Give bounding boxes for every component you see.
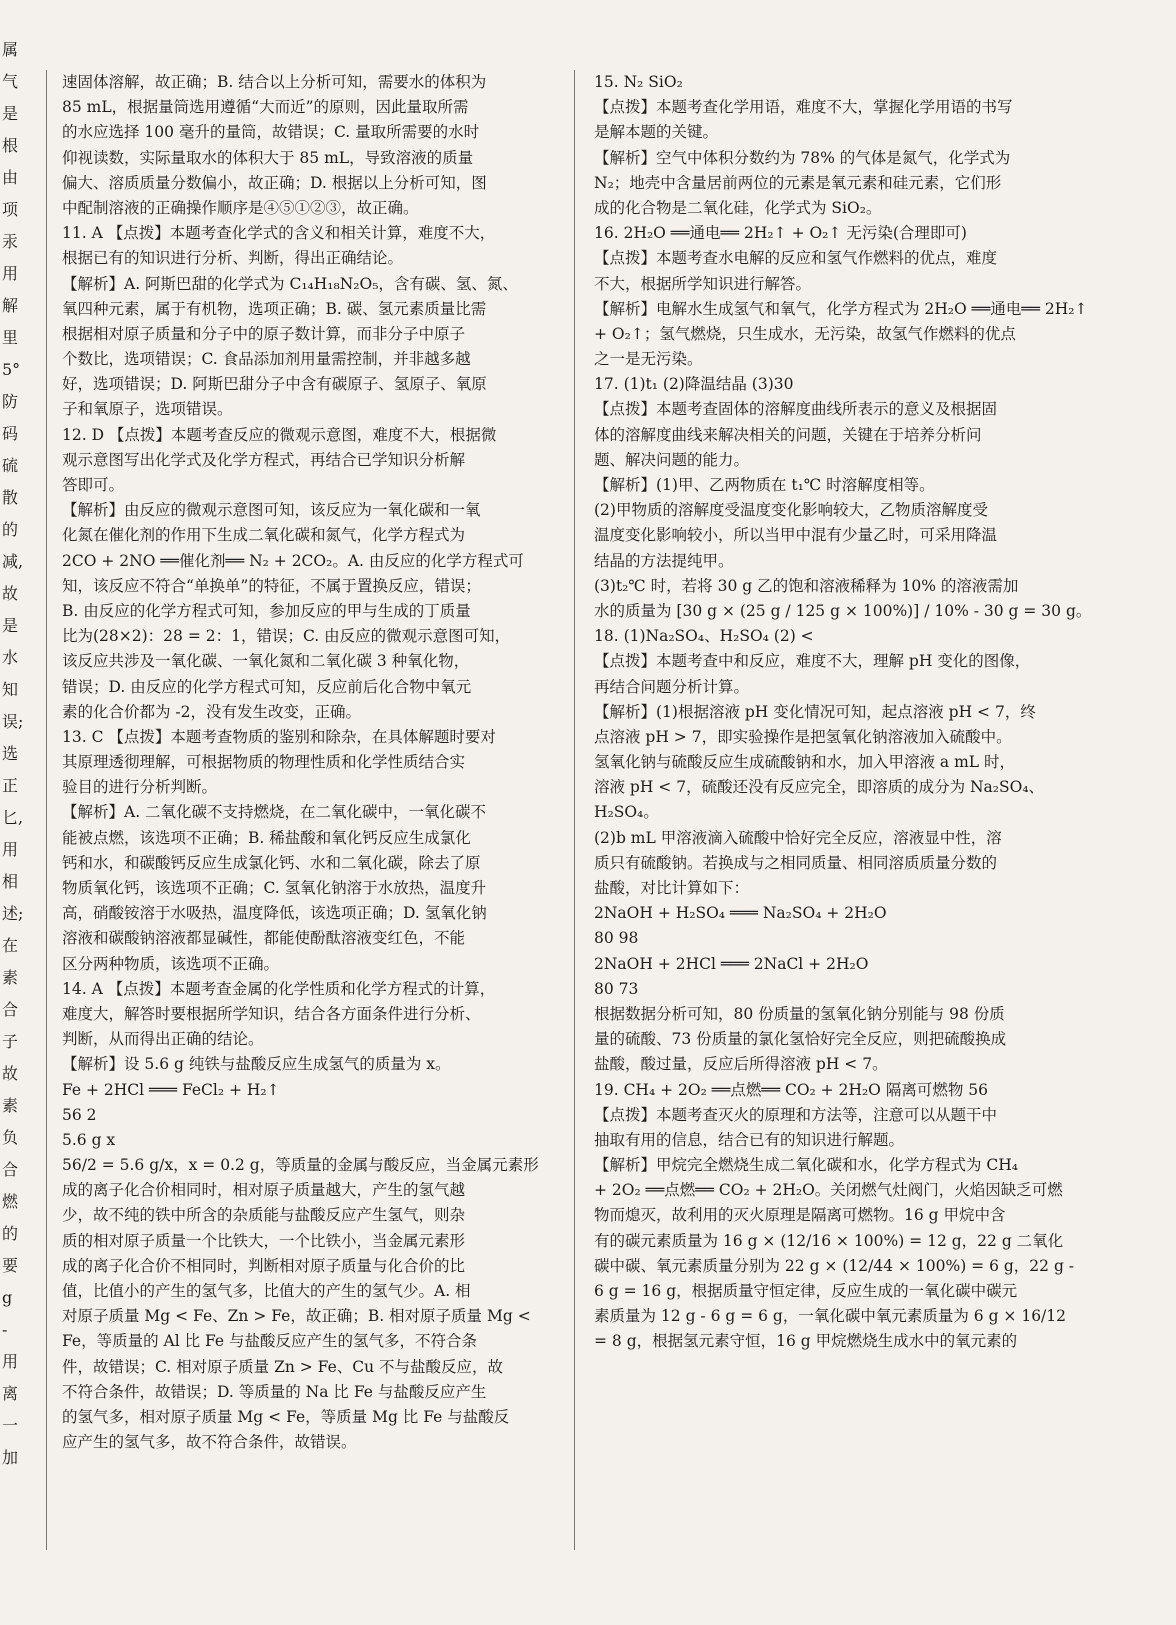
margin-fragment: 加 [2, 1448, 19, 1467]
text-line: B. 由反应的化学方程式可知，参加反应的甲与生成的丁质量 [62, 601, 471, 620]
margin-fragment: - [2, 1320, 8, 1339]
text-line: 根据相对原子质量和分子中的原子数计算，而非分子中原子 [62, 324, 466, 343]
text-line: H₂SO₄。 [594, 803, 659, 822]
right-column [594, 70, 1159, 1355]
text-line: 【点拨】本题考查水电解的反应和氢气作燃料的优点，难度 [594, 249, 998, 268]
text-line: 温度变化影响较小，所以当甲中混有少量乙时，可采用降温 [594, 526, 998, 545]
margin-fragment: 码 [2, 424, 19, 443]
margin-fragment: 误; [2, 712, 24, 731]
text-line: 值，比值小的产生的氢气多，比值大的产生的氢气少。A. 相 [62, 1282, 471, 1300]
text-line: 成的化合物是二氧化硅，化学式为 SiO₂。 [594, 198, 882, 217]
margin-fragment: 水 [2, 648, 19, 667]
margin-fragment: 硫 [2, 456, 19, 475]
left-column [62, 70, 562, 1455]
margin-fragment: 气 [2, 72, 19, 91]
text-line: 错误；D. 由反应的化学方程式可知，反应前后化合物中氧元 [62, 677, 472, 696]
text-line: (2)甲物质的溶解度受温度变化影响较大，乙物质溶解度受 [594, 501, 988, 520]
text-line: 子和氧原子，选项错误。 [62, 400, 233, 419]
margin-fragment: 里 [2, 328, 19, 347]
text-line: 根据数据分析可知，80 份质量的氢氧化钠分别能与 98 份质 [594, 1004, 1005, 1023]
margin-fragment: 负 [2, 1128, 19, 1147]
margin-fragment: 素 [2, 1096, 19, 1115]
text-line: 化氮在催化剂的作用下生成二氧化碳和氮气，化学方程式为 [62, 526, 466, 545]
text-line: 成的离子化合价不相同时，判断相对原子质量与化合价的比 [62, 1256, 466, 1275]
text-line: 量的硫酸、73 份质量的氯化氢恰好完全反应，则把硫酸换成 [594, 1030, 1007, 1049]
text-line: 【解析】A. 阿斯巴甜的化学式为 C₁₄H₁₈N₂O₅，含有碳、氢、氮、 [62, 274, 518, 293]
text-line: 【解析】由反应的微观示意图可知，该反应为一氧化碳和一氧 [62, 501, 481, 520]
text-line: 速固体溶解，故正确；B. 结合以上分析可知，需要水的体积为 [62, 73, 487, 91]
text-line: 素的化合价都为 -2，没有发生改变，正确。 [62, 702, 362, 721]
text-line: 中配制溶液的正确操作顺序是④⑤①②③，故正确。 [62, 198, 419, 217]
text-line: 判断，从而得出正确的结论。 [62, 1030, 264, 1049]
text-line: 难度大，解答时要根据所学知识，结合各方面条件进行分析、 [62, 1004, 481, 1023]
text-line: 好，选项错误；D. 阿斯巴甜分子中含有碳原子、氢原子、氧原 [62, 375, 487, 394]
text-line: 【解析】设 5.6 g 纯铁与盐酸反应生成氢气的质量为 x。 [62, 1055, 451, 1074]
margin-fragment: 是 [2, 104, 19, 123]
text-line: 个数比，选项错误；C. 食品添加剂用量需控制，并非越多越 [62, 350, 471, 369]
margin-fragment: 相 [2, 872, 19, 891]
margin-fragment: 合 [2, 1160, 19, 1179]
margin-fragment: 属 [2, 40, 19, 59]
text-line: 溶液 pH < 7，硫酸还没有反应完全，即溶质的成分为 Na₂SO₄、 [594, 778, 1045, 797]
text-line: 其原理透彻理解，可根据物质的物理性质和化学性质结合实 [62, 753, 466, 772]
text-line: 80 73 [594, 979, 639, 998]
text-line: 不大，根据所学知识进行解答。 [594, 274, 812, 293]
margin-fragment: 用 [2, 840, 19, 859]
text-line: 该反应共涉及一氧化碳、一氧化氮和二氧化碳 3 种氧化物， [62, 652, 470, 671]
text-line: 【解析】空气中体积分数约为 78% 的气体是氮气，化学式为 [594, 148, 1011, 167]
margin-fragment: 燃 [2, 1192, 19, 1211]
column-divider-left [46, 70, 47, 1550]
text-line: 对原子质量 Mg < Fe、Zn > Fe，故正确；B. 相对原子质量 Mg < [62, 1307, 531, 1326]
text-line: 水的质量为 [30 g × (25 g / 125 g × 100%)] / 10% - 30 g = 30 g。 [594, 601, 1092, 620]
text-line: 2NaOH + H₂SO₄ ═══ Na₂SO₄ + 2H₂O [594, 904, 887, 923]
text-line: 高，硝酸铵溶于水吸热，温度降低，该选项正确；D. 氢氧化钠 [62, 904, 487, 923]
text-line: 点溶液 pH > 7，即实验操作是把氢氧化钠溶液加入硫酸中。 [594, 727, 1012, 746]
text-line: = 8 g，根据氢元素守恒，16 g 甲烷燃烧生成水中的氧元素的 [594, 1332, 1018, 1351]
margin-fragment: 是 [2, 616, 19, 635]
text-line: 2CO + 2NO ══催化剂══ N₂ + 2CO₂。A. 由反应的化学方程式可 [62, 551, 524, 570]
text-line: 结晶的方法提纯甲。 [594, 551, 734, 570]
margin-fragment: 用 [2, 264, 19, 283]
text-line: 氢氧化钠与硫酸反应生成硫酸钠和水，加入甲溶液 a mL 时， [594, 753, 1016, 772]
margin-fragment: 减, [2, 552, 24, 571]
text-line: 溶液和碳酸钠溶液都显碱性，都能使酚酞溶液变红色，不能 [62, 929, 466, 948]
text-line: N₂；地壳中含量居前两位的元素是氧元素和硅元素，它们形 [594, 173, 1002, 192]
text-line: 【点拨】本题考查化学用语，难度不大，掌握化学用语的书写 [594, 98, 1013, 117]
text-line: 题、解决问题的能力。 [594, 450, 750, 469]
margin-fragment: 离 [2, 1384, 19, 1403]
text-line: 之一是无污染。 [594, 350, 703, 369]
margin-fragment: 选 [2, 744, 19, 763]
margin-fragment: 正 [2, 776, 19, 795]
margin-fragment: 故 [2, 584, 19, 603]
text-line: 氧四种元素，属于有机物，选项正确；B. 碳、氢元素质量比需 [62, 299, 487, 318]
margin-fragment: 由 [2, 168, 19, 187]
text-line: 的水应选择 100 毫升的量筒，故错误；C. 量取所需要的水时 [62, 123, 480, 142]
text-line: 11. A 【点拨】本题考查化学式的含义和相关计算，难度不大， [62, 224, 496, 243]
margin-fragment: 项 [2, 200, 19, 219]
text-line: Fe + 2HCl ═══ FeCl₂ + H₂↑ [62, 1080, 280, 1099]
text-line: 比为(28×2)：28 = 2：1，错误；C. 由反应的微观示意图可知， [62, 627, 511, 646]
text-line: 成的离子化合价相同时，相对原子质量越大，产生的氢气越 [62, 1181, 466, 1200]
text-line: 16. 2H₂O ══通电══ 2H₂↑ + O₂↑ 无污染(合理即可) [594, 224, 967, 243]
text-line: 13. C 【点拨】本题考查物质的鉴别和除杂，在具体解题时要对 [62, 727, 496, 746]
margin-fragment: 子 [2, 1032, 19, 1051]
text-line: 根据已有的知识进行分析、判断，得出正确结论。 [62, 249, 404, 268]
text-line: 56 2 [62, 1105, 97, 1124]
text-line: 再结合问题分析计算。 [594, 677, 750, 696]
text-line: 【解析】(1)根据溶液 pH 变化情况可知，起点溶液 pH < 7，终 [594, 702, 1036, 721]
text-line: 6 g = 16 g，根据质量守恒定律，反应生成的一氧化碳中碳元 [594, 1282, 1018, 1300]
text-line: 【解析】(1)甲、乙两物质在 t₁℃ 时溶解度相等。 [594, 476, 935, 494]
text-line: 56/2 = 5.6 g/x，x = 0.2 g，等质量的金属与酸反应，当金属元素形 [62, 1156, 539, 1175]
text-line: 区分两种物质，该选项不正确。 [62, 954, 280, 973]
text-line: 物而熄灭，故利用的灭火原理是隔离可燃物。16 g 甲烷中含 [594, 1206, 1006, 1225]
text-line: 能被点燃，该选项不正确；B. 稀盐酸和氧化钙反应生成氯化 [62, 828, 471, 847]
text-line: 少，故不纯的铁中所含的杂质能与盐酸反应产生氢气，则杂 [62, 1206, 466, 1225]
text-line: 抽取有用的信息，结合已有的知识进行解题。 [594, 1130, 905, 1149]
column-divider-center [574, 70, 575, 1550]
text-line: 体的溶解度曲线来解决相关的问题，关键在于培养分析问 [594, 425, 982, 444]
text-line: 不符合条件，故错误；D. 等质量的 Na 比 Fe 与盐酸反应产生 [62, 1382, 487, 1401]
text-line: 仰视读数，实际量取水的体积大于 85 mL，导致溶液的质量 [62, 148, 474, 167]
margin-fragment: 故 [2, 1064, 19, 1083]
text-line: 知，该反应不符合“单换单”的特征，不属于置换反应，错误； [62, 576, 481, 595]
margin-fragment: 散 [2, 488, 19, 507]
margin-fragment: 合 [2, 1000, 19, 1019]
text-line: 12. D 【点拨】本题考查反应的微观示意图，难度不大，根据微 [62, 425, 497, 444]
text-line: 18. (1)Na₂SO₄、H₂SO₄ (2) < [594, 627, 814, 646]
text-line: 19. CH₄ + 2O₂ ══点燃══ CO₂ + 2H₂O 隔离可燃物 56 [594, 1080, 988, 1099]
text-line: 物质氧化钙，该选项不正确；C. 氢氧化钠溶于水放热，温度升 [62, 879, 487, 897]
text-line: (3)t₂℃ 时，若将 30 g 乙的饱和溶液稀释为 10% 的溶液需加 [594, 576, 1019, 595]
margin-fragment: 匕, [2, 808, 24, 827]
text-line: 有的碳元素质量为 16 g × (12/16 × 100%) = 12 g，22 g 二氧化 [594, 1231, 1064, 1250]
text-line: 验目的进行分析判断。 [62, 778, 218, 797]
text-line: 【解析】A. 二氧化碳不支持燃烧，在二氧化碳中，一氧化碳不 [62, 803, 487, 822]
text-line: 观示意图写出化学式及化学方程式，再结合已学知识分析解 [62, 450, 466, 469]
text-line: 【点拨】本题考查灭火的原理和方法等，注意可以从题干中 [594, 1105, 998, 1124]
text-line: 质的相对原子质量一个比铁大，一个比铁小，当金属元素形 [62, 1231, 466, 1250]
text-line: + O₂↑；氢气燃烧，只生成水，无污染，故氢气作燃料的优点 [594, 324, 1016, 343]
text-line: 钙和水，和碳酸钙反应生成氯化钙、水和二氧化碳，除去了原 [62, 853, 481, 872]
text-line: 15. N₂ SiO₂ [594, 73, 683, 91]
margin-fragment: 要 [2, 1256, 19, 1275]
text-line: 80 98 [594, 929, 639, 948]
text-line: 是解本题的关键。 [594, 123, 719, 142]
margin-fragment: 知 [2, 680, 19, 699]
text-line: 应产生的氢气多，故不符合条件，故错误。 [62, 1433, 357, 1452]
text-line: 素质量为 12 g - 6 g = 6 g，一氧化碳中氧元素质量为 6 g × 16/12 [594, 1307, 1067, 1326]
text-line: 17. (1)t₁ (2)降温结晶 (3)30 [594, 375, 794, 394]
text-line: + 2O₂ ══点燃══ CO₂ + 2H₂O。关闭燃气灶阀门，火焰因缺乏可燃 [594, 1181, 1063, 1200]
margin-fragment: 述; [2, 904, 24, 923]
text-line: 85 mL，根据量筒选用遵循“大而近”的原则，因此量取所需 [62, 98, 469, 117]
text-line: 件，故错误；C. 相对原子质量 Zn > Fe、Cu 不与盐酸反应，故 [62, 1357, 504, 1376]
margin-fragment: 5° [2, 360, 21, 379]
margin-fragment: 的 [2, 1224, 19, 1243]
margin-fragment: 解 [2, 296, 19, 315]
text-line: 质只有硫酸钠。若换成与之相同质量、相同溶质质量分数的 [594, 853, 998, 872]
margin-fragment: g [2, 1288, 13, 1307]
margin-fragment: 素 [2, 968, 19, 987]
text-line: 盐酸，对比计算如下： [594, 879, 750, 897]
text-line: 14. A 【点拨】本题考查金属的化学性质和化学方程式的计算， [62, 979, 496, 998]
margin-fragment: 根 [2, 136, 19, 155]
text-line: 【解析】电解水生成氢气和氧气，化学方程式为 2H₂O ══通电══ 2H₂↑ [594, 299, 1088, 318]
text-line: 2NaOH + 2HCl ═══ 2NaCl + 2H₂O [594, 954, 869, 973]
margin-fragment: 用 [2, 1352, 19, 1371]
text-line: 【点拨】本题考查中和反应，难度不大，理解 pH 变化的图像， [594, 652, 1031, 671]
text-line: 5.6 g x [62, 1130, 116, 1149]
margin-fragment: 的 [2, 520, 19, 539]
text-line: 碳中碳、氧元素质量分别为 22 g × (12/44 × 100%) = 6 g，22 g - [594, 1256, 1075, 1275]
text-line: 盐酸，酸过量，反应后所得溶液 pH < 7。 [594, 1055, 888, 1074]
margin-fragment: 在 [2, 936, 19, 955]
margin-fragment: 防 [2, 392, 19, 411]
text-line: 【解析】甲烷完全燃烧生成二氧化碳和水，化学方程式为 CH₄ [594, 1156, 1019, 1175]
margin-fragment: 一 [2, 1416, 19, 1435]
text-line: Fe，等质量的 Al 比 Fe 与盐酸反应产生的氢气多，不符合条 [62, 1332, 478, 1351]
text-line: 偏大、溶质质量分数偏小，故正确；D. 根据以上分析可知，图 [62, 173, 487, 192]
text-line: 【点拨】本题考查固体的溶解度曲线所表示的意义及根据固 [594, 400, 998, 419]
text-line: 答即可。 [62, 476, 125, 494]
margin-fragment: 汞 [2, 232, 19, 251]
text-line: (2)b mL 甲溶液滴入硫酸中恰好完全反应，溶液显中性，溶 [594, 828, 1002, 847]
left-margin-fragments [0, 40, 40, 1540]
text-line: 的氢气多，相对原子质量 Mg < Fe，等质量 Mg 比 Fe 与盐酸反 [62, 1407, 510, 1426]
